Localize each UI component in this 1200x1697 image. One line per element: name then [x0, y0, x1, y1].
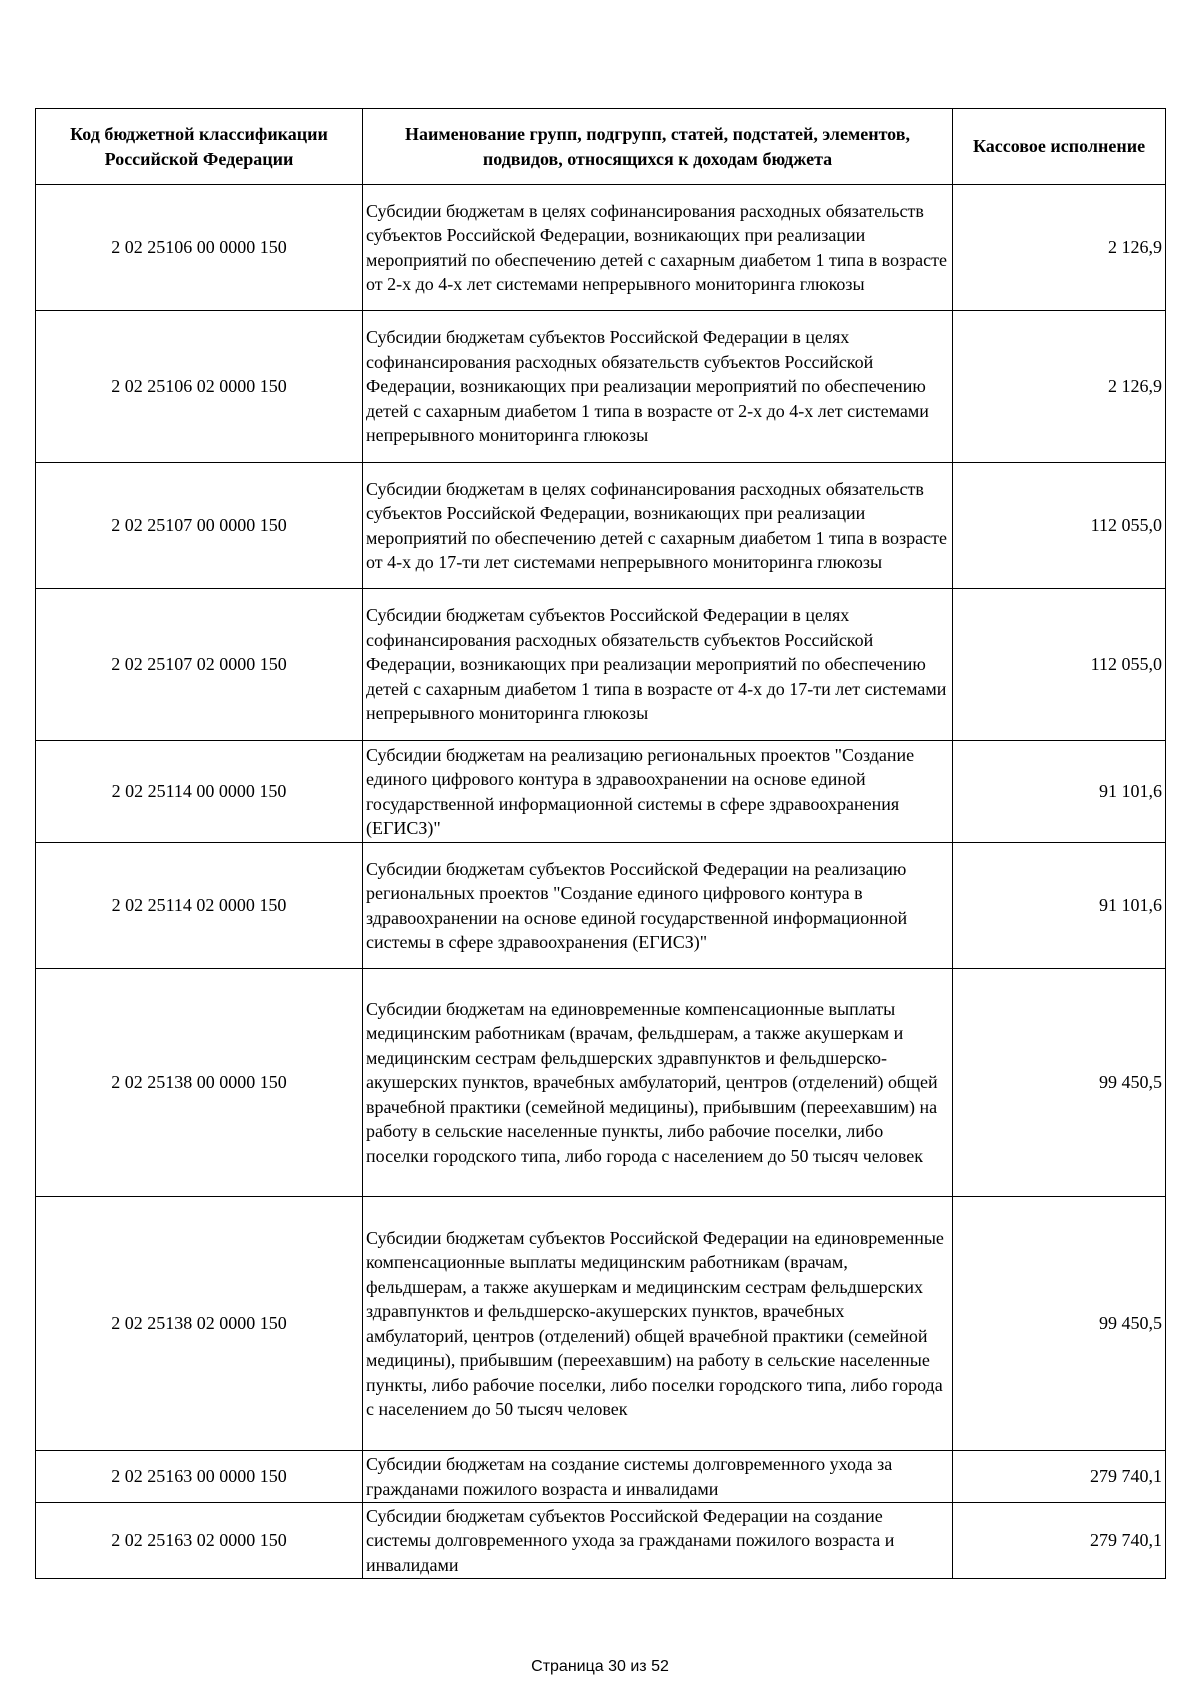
row-code: 2 02 25106 00 0000 150	[36, 185, 363, 311]
row-amount: 112 055,0	[953, 463, 1166, 589]
row-code: 2 02 25138 00 0000 150	[36, 969, 363, 1197]
row-amount: 91 101,6	[953, 843, 1166, 969]
row-amount: 99 450,5	[953, 1197, 1166, 1451]
table-row	[36, 463, 1166, 589]
header-code: Код бюджетной классификации Российской Федерации	[36, 109, 363, 185]
row-amount: 2 126,9	[953, 185, 1166, 311]
row-code: 2 02 25163 02 0000 150	[36, 1503, 363, 1579]
row-name: Субсидии бюджетам субъектов Российской Федерации на реализацию региональных проектов "Создание единого цифрового контура в здравоохранении на основе единой государственной информационной системы в сфере здравоохранения (ЕГИСЗ)"	[363, 843, 953, 969]
row-code: 2 02 25107 02 0000 150	[36, 589, 363, 741]
table-row	[36, 969, 1166, 1197]
row-code: 2 02 25106 02 0000 150	[36, 311, 363, 463]
table-row	[36, 1197, 1166, 1451]
budget-revenue-table	[35, 108, 1166, 1579]
row-amount: 279 740,1	[953, 1503, 1166, 1579]
header-name: Наименование групп, подгрупп, статей, подстатей, элементов, подвидов, относящихся к доходам бюджета	[363, 109, 953, 185]
row-name: Субсидии бюджетам в целях софинансирования расходных обязательств субъектов Российской Федерации, возникающих при реализации мероприятий по обеспечению детей с сахарным диабетом 1 типа в возрасте от 4-х до 17-ти лет системами непрерывного мониторинга глюкозы	[363, 463, 953, 589]
row-name: Субсидии бюджетам субъектов Российской Федерации в целях софинансирования расходных обязательств субъектов Российской Федерации, возникающих при реализации мероприятий по обеспечению детей с сахарным диабетом 1 типа в возрасте от 4-х до 17-ти лет системами непрерывного мониторинга глюкозы	[363, 589, 953, 741]
table-row	[36, 1451, 1166, 1503]
table-header-row	[36, 109, 1166, 185]
row-amount: 91 101,6	[953, 741, 1166, 843]
table-row	[36, 843, 1166, 969]
row-amount: 99 450,5	[953, 969, 1166, 1197]
row-code: 2 02 25114 02 0000 150	[36, 843, 363, 969]
table-row	[36, 1503, 1166, 1579]
page-number-footer: Страница 30 из 52	[531, 1658, 669, 1675]
row-name: Субсидии бюджетам на реализацию региональных проектов "Создание единого цифрового контура в здравоохранении на основе единой государственной информационной системы в сфере здравоохранения (ЕГИСЗ)"	[363, 741, 953, 843]
row-name: Субсидии бюджетам на создание системы долговременного ухода за гражданами пожилого возраста и инвалидами	[363, 1451, 953, 1503]
row-name: Субсидии бюджетам на единовременные компенсационные выплаты медицинским работникам (врачам, фельдшерам, а также акушеркам и медицинским сестрам фельдшерских здравпунктов и фельдшерско-акушерских пунктов, врачебных амбулаторий, центров (отделений) общей врачебной практики (семейной медицины), прибывшим (переехавшим) на работу в сельские населенные пункты, либо рабочие поселки, либо поселки городского типа, либо города с населением до 50 тысяч человек	[363, 969, 953, 1197]
table-row	[36, 185, 1166, 311]
row-amount: 279 740,1	[953, 1451, 1166, 1503]
row-name: Субсидии бюджетам субъектов Российской Федерации в целях софинансирования расходных обязательств субъектов Российской Федерации, возникающих при реализации мероприятий по обеспечению детей с сахарным диабетом 1 типа в возрасте от 2-х до 4-х лет системами непрерывного мониторинга глюкозы	[363, 311, 953, 463]
row-code: 2 02 25163 00 0000 150	[36, 1451, 363, 1503]
table-row	[36, 589, 1166, 741]
row-name: Субсидии бюджетам субъектов Российской Федерации на единовременные компенсационные выплаты медицинским работникам (врачам, фельдшерам, а также акушеркам и медицинским сестрам фельдшерских здравпунктов и фельдшерско-акушерских пунктов, врачебных амбулаторий, центров (отделений) общей врачебной практики (семейной медицины), прибывшим (переехавшим) на работу в сельские населенные пункты, либо рабочие поселки, либо поселки городского типа, либо города с населением до 50 тысяч человек	[363, 1197, 953, 1451]
table-row	[36, 311, 1166, 463]
header-amount: Кассовое исполнение	[953, 109, 1166, 185]
row-code: 2 02 25107 00 0000 150	[36, 463, 363, 589]
row-amount: 112 055,0	[953, 589, 1166, 741]
row-code: 2 02 25138 02 0000 150	[36, 1197, 363, 1451]
row-amount: 2 126,9	[953, 311, 1166, 463]
row-name: Субсидии бюджетам субъектов Российской Федерации на создание системы долговременного ухода за гражданами пожилого возраста и инвалидами	[363, 1503, 953, 1579]
row-code: 2 02 25114 00 0000 150	[36, 741, 363, 843]
row-name: Субсидии бюджетам в целях софинансирования расходных обязательств субъектов Российской Федерации, возникающих при реализации мероприятий по обеспечению детей с сахарным диабетом 1 типа в возрасте от 2-х до 4-х лет системами непрерывного мониторинга глюкозы	[363, 185, 953, 311]
table-row	[36, 741, 1166, 843]
